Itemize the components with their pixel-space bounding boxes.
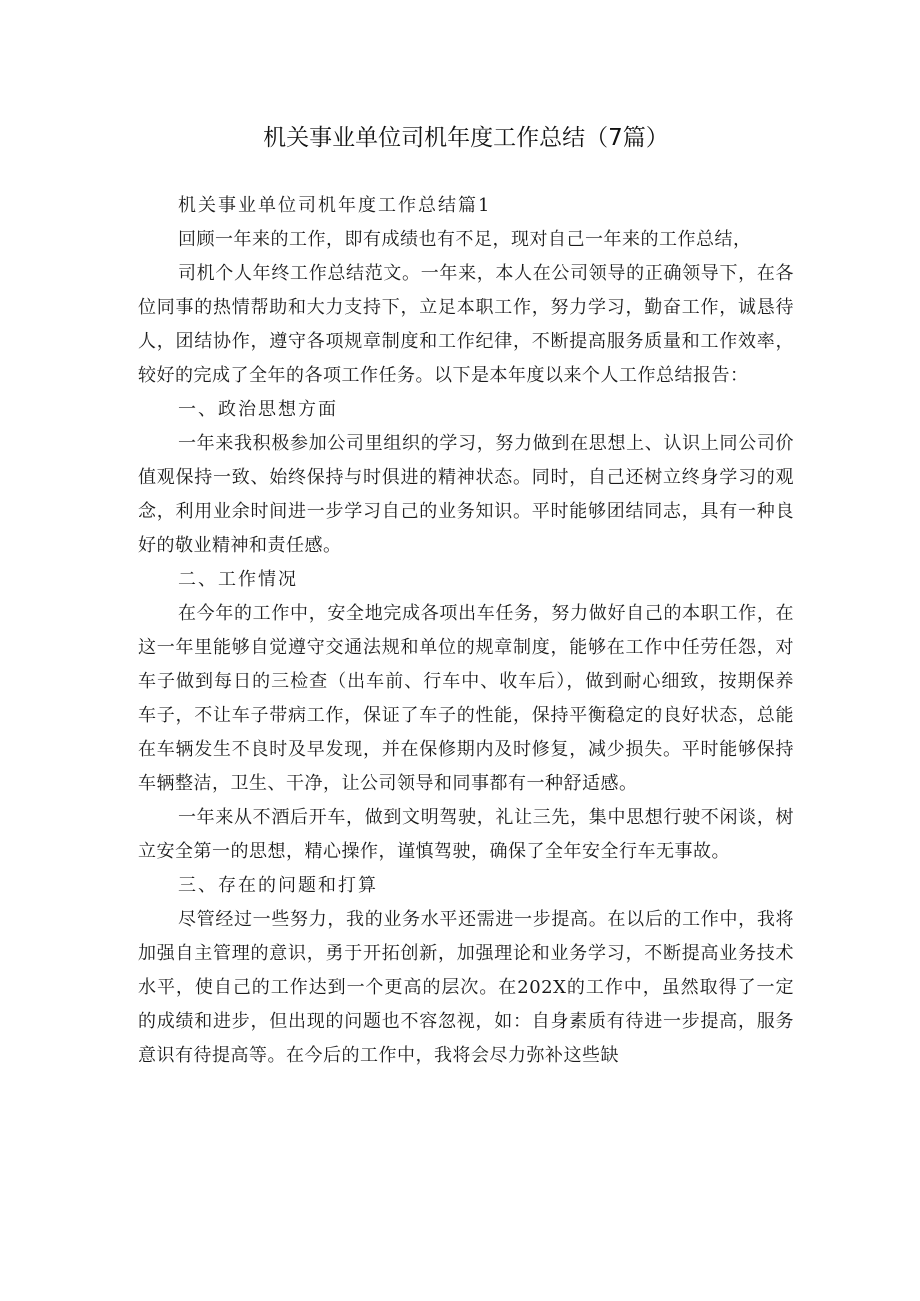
section-heading: 三、存在的问题和打算 [178,875,378,896]
document-title: 机关事业单位司机年度工作总结（7篇） [263,125,669,151]
paragraph: 司机个人年终工作总结范文。一年来，本人在公司领导的正确领导下，在各位同事的热情帮助和大力支持下，立足本职工作，努力学习，勤奋工作，诚恳待人，团结协作，遵守各项规章制度和工作纪律，不断提高服务质量和工作效率，较好的完成了全年的各项工作任务。以下是本年度以来个人工作总结报告： [138,263,794,386]
paragraph: 在今年的工作中，安全地完成各项出车任务，努力做好自己的本职工作，在这一年里能够自觉遵守交通法规和单位的规章制度，能够在工作中任劳任怨，对车子做到每日的三检查（出车前、行车中、收车后），做到耐心细致，按期保养车子，不让车子带病工作，保证了车子的性能，保持平衡稳定的良好状态，总能在车辆发生不良时及早发现，并在保修期内及时修复，减少损失。平时能够保持车辆整洁，卫生、干净，让公司领导和同事都有一种舒适感。 [138,603,794,794]
paragraph: 一年来我积极参加公司里组织的学习，努力做到在思想上、认识上同公司价值观保持一致、始终保持与时俱进的精神状态。同时，自己还树立终身学习的观念，利用业余时间进一步学习自己的业务知识。平时能够团结同志，具有一种良好的敬业精神和责任感。 [138,433,794,556]
paragraph: 回顾一年来的工作，即有成绩也有不足，现对自己一年来的工作总结， [178,229,752,250]
document-body [138,189,794,1073]
section-heading: 一、政治思想方面 [178,399,338,420]
section-title: 机关事业单位司机年度工作总结篇1 [178,195,492,216]
section-heading: 二、工作情况 [178,569,298,590]
paragraph: 尽管经过一些努力，我的业务水平还需进一步提高。在以后的工作中，我将加强自主管理的意识，勇于开拓创新，加强理论和业务学习，不断提高业务技术水平，使自己的工作达到一个更高的层次。在202X的工作中，虽然取得了一定的成绩和进步，但出现的问题也不容忽视，如：自身素质有待进一步提高，服务意识有待提高等。在今后的工作中，我将会尽力弥补这些缺 [138,909,794,1066]
paragraph: 一年来从不酒后开车，做到文明驾驶，礼让三先，集中思想行驶不闲谈，树立安全第一的思想，精心操作，谨慎驾驶，确保了全年安全行车无事故。 [138,807,794,862]
